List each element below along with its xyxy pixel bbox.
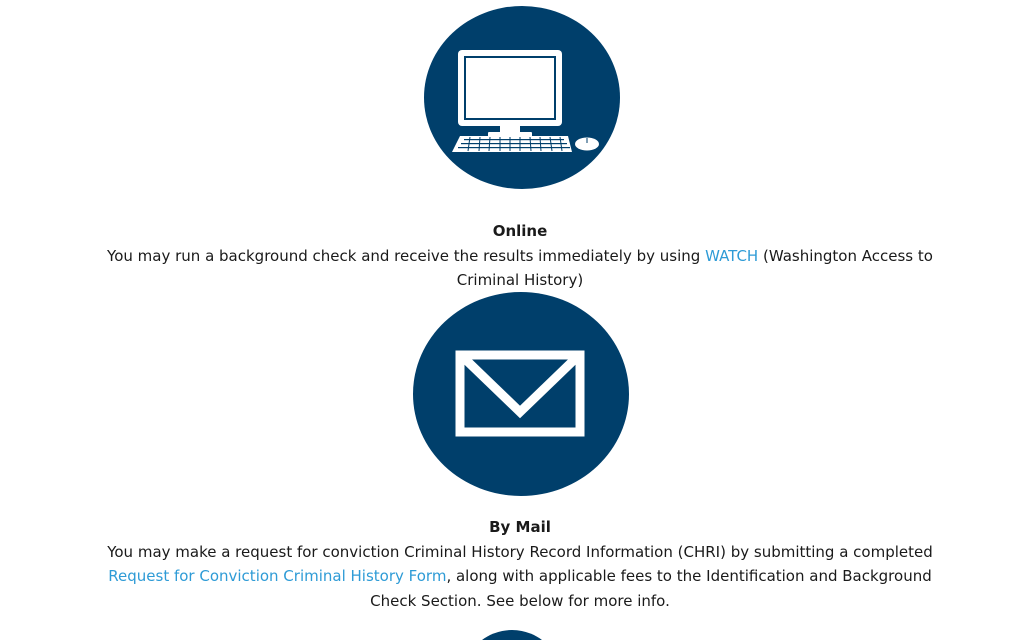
by-mail-section bbox=[100, 515, 940, 613]
mail-icon-circle bbox=[413, 292, 629, 496]
request-form-link[interactable]: Request for Conviction Criminal History Form bbox=[108, 567, 447, 585]
desktop-computer-icon bbox=[424, 6, 620, 189]
online-description-end: (Washington Access to Criminal History) bbox=[456, 246, 933, 289]
computer-icon-circle bbox=[424, 6, 620, 189]
mail-description-end: , along with applicable fees to the Identification and Background Check Section. See below for more info. bbox=[370, 567, 932, 610]
next-icon-circle bbox=[462, 630, 562, 640]
mail-description-start: You may make a request for conviction Criminal History Record Information (CHRI) by submitting a completed bbox=[107, 542, 933, 561]
online-description-start: You may run a background check and receive the results immediately by using bbox=[107, 246, 706, 265]
envelope-icon bbox=[413, 292, 629, 496]
online-heading: Online bbox=[492, 222, 548, 240]
by-mail-heading: By Mail bbox=[489, 518, 551, 536]
online-section bbox=[100, 219, 940, 293]
watch-link[interactable]: WATCH bbox=[705, 246, 759, 265]
